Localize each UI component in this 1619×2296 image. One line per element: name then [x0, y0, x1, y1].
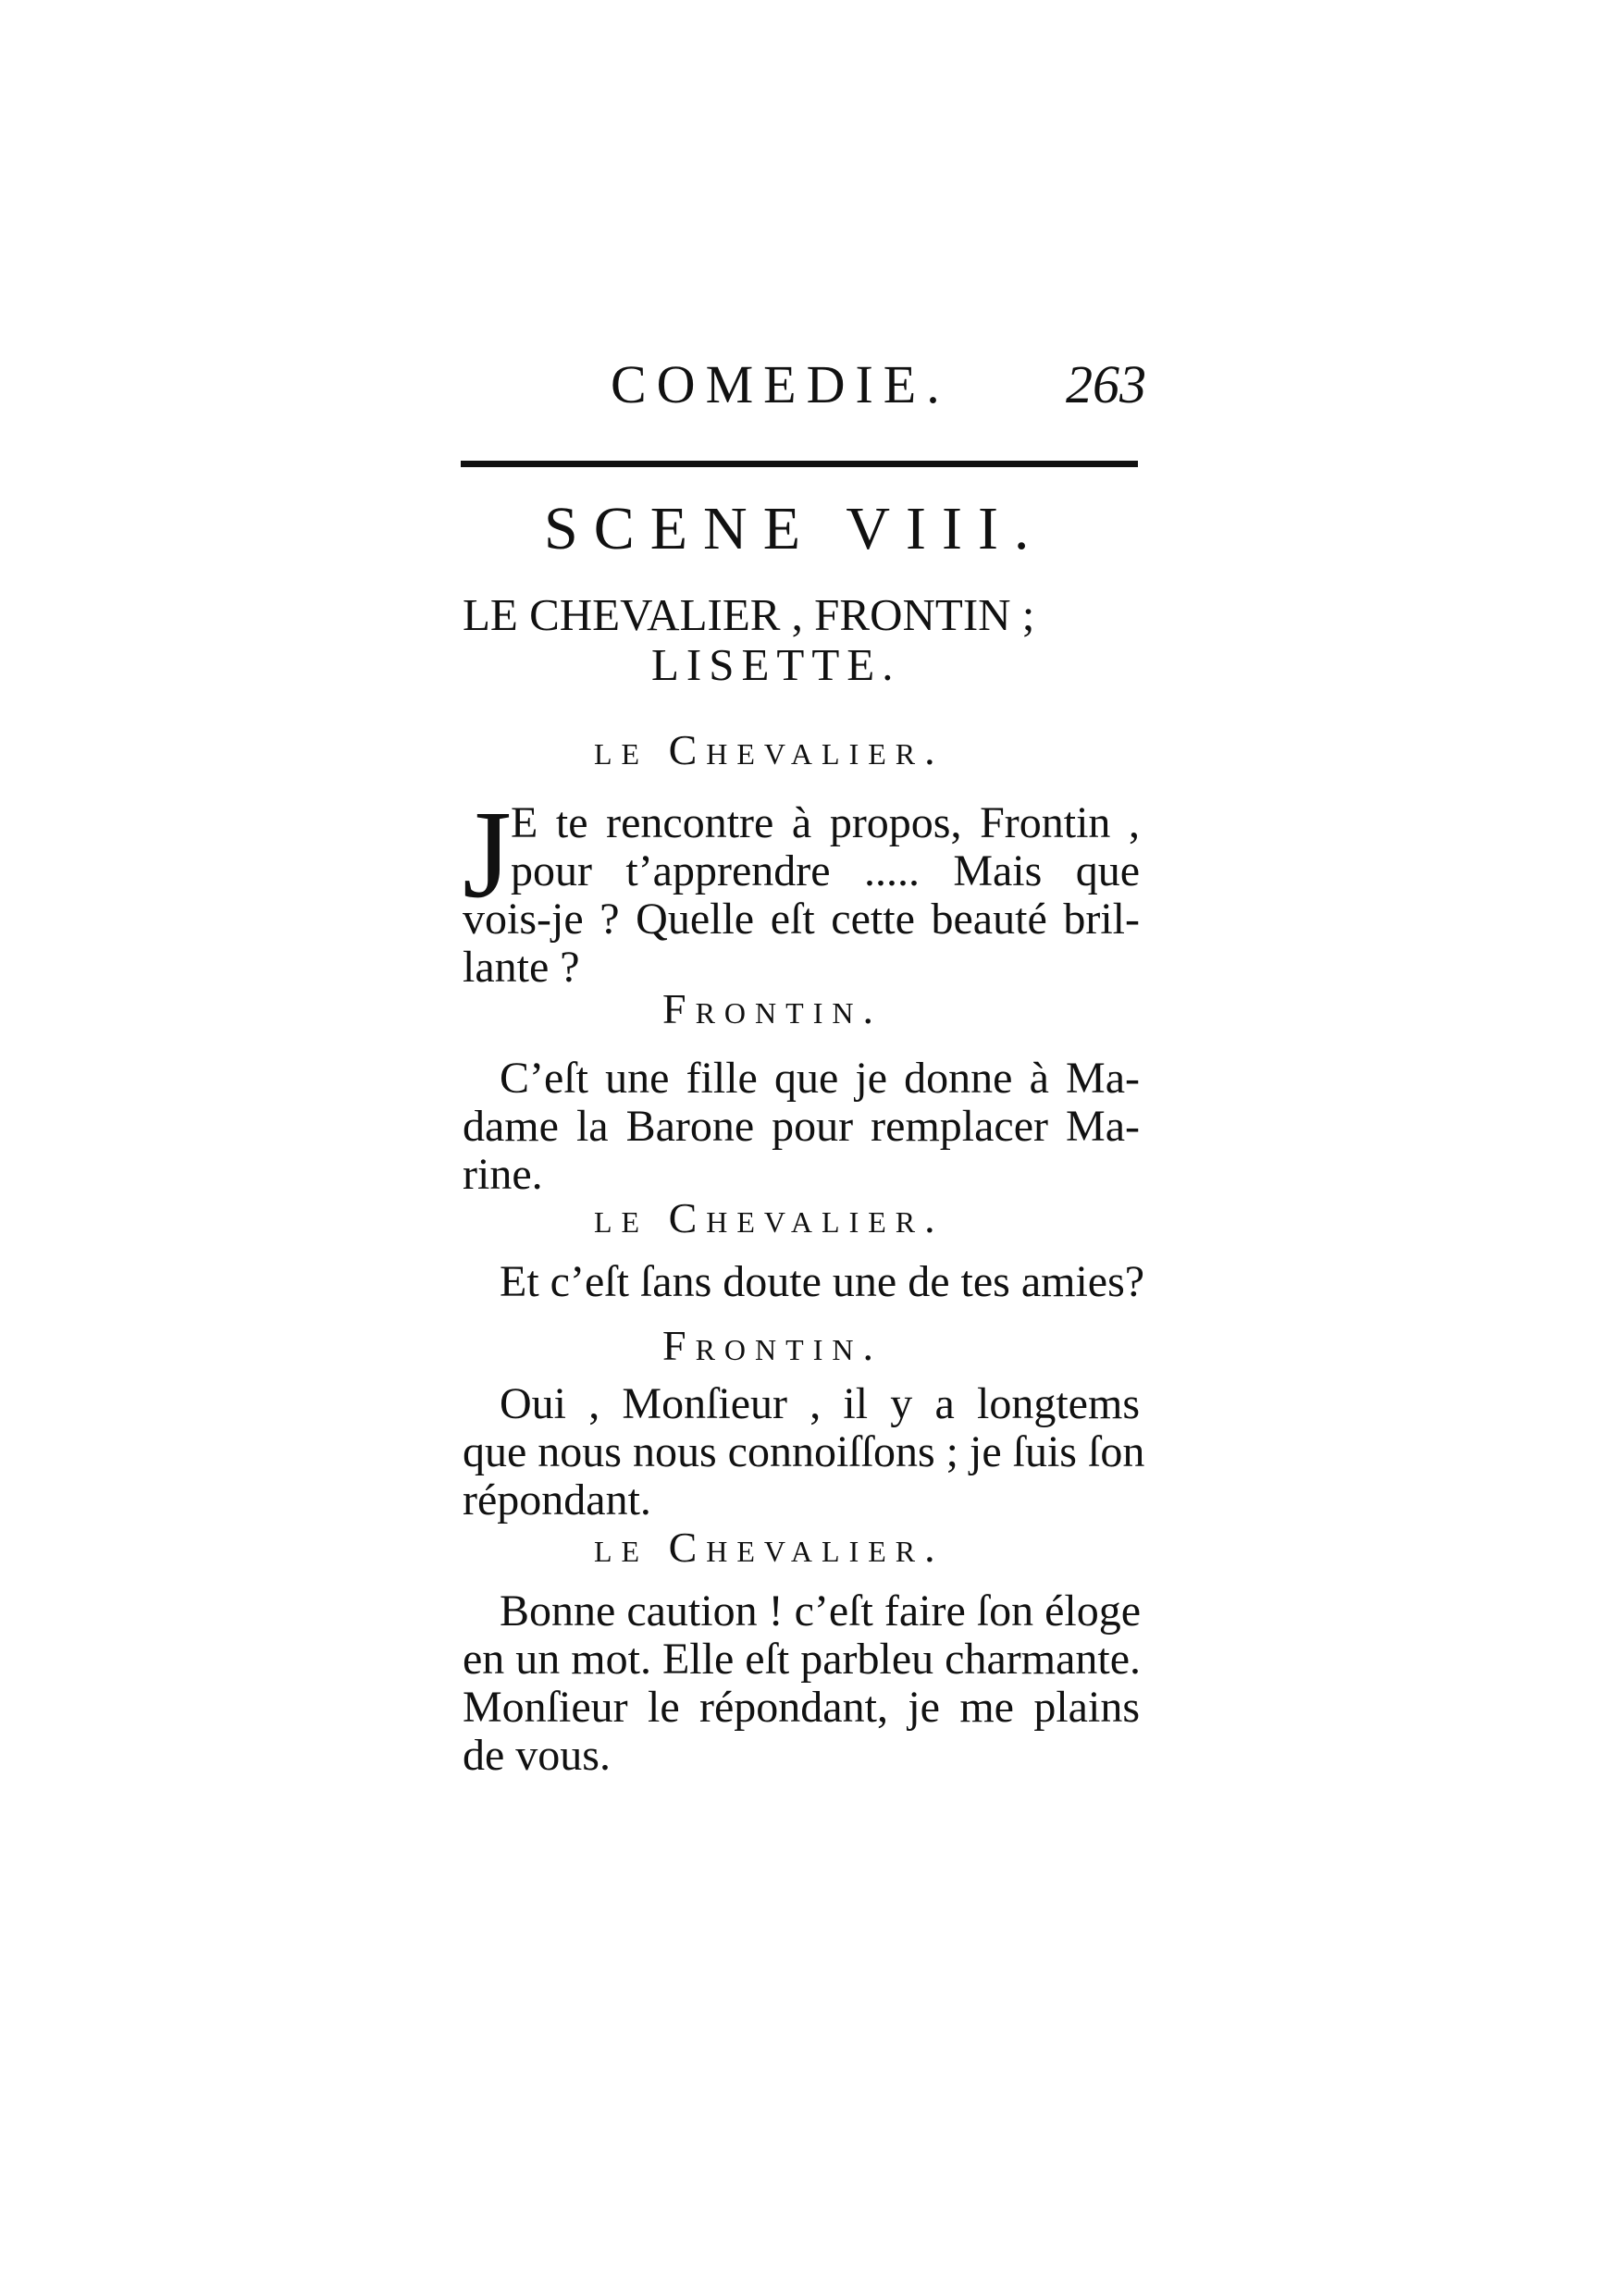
speech-line: que nous nous connoiſſons ; je ſuis ſon — [463, 1427, 1145, 1476]
speaker-label: Frontin. — [662, 1322, 883, 1369]
scene-title: SCENE VIII. — [544, 495, 1045, 562]
cast-list-line-1: LE CHEVALIER , FRONTIN ; — [463, 589, 1035, 640]
speaker-label: le Chevalier. — [594, 726, 945, 773]
speech-line: Bonne caution ! c’eſt faire ſon éloge — [500, 1586, 1142, 1636]
cast-list-line-2: LISETTE. — [651, 639, 901, 690]
drop-cap: J — [463, 785, 512, 924]
page-number: 263 — [1066, 354, 1146, 414]
speech-line: Oui , Monſieur , il y a longtems — [500, 1379, 1140, 1428]
speech-line: vois-je ? Quelle eſt cette beauté bril- — [463, 895, 1140, 944]
speech-line: en un mot. Elle eſt parbleu charmante. — [463, 1635, 1142, 1684]
speech-line: de vous. — [463, 1731, 611, 1780]
speech-line: rine. — [463, 1150, 543, 1199]
header-rule — [461, 461, 1138, 467]
speech-line: C’eſt une fille que je donne à Ma- — [500, 1054, 1140, 1103]
speaker-label: le Chevalier. — [594, 1524, 945, 1571]
speech-line: Monſieur le répondant, je me plains — [463, 1683, 1140, 1732]
speech-line: lante ? — [463, 943, 580, 992]
speech-line: répondant. — [463, 1475, 651, 1524]
speech-line: dame la Barone pour remplacer Ma- — [463, 1102, 1140, 1151]
speaker-label: Frontin. — [662, 985, 883, 1032]
speech-line: Et c’eſt ſans doute une de tes amies? — [500, 1257, 1145, 1306]
speech-line: pour t’apprendre ..... Mais que — [511, 846, 1140, 895]
running-head: COMEDIE. — [611, 354, 950, 414]
speaker-label: le Chevalier. — [594, 1194, 945, 1241]
speech-line: E te rencontre à propos, Frontin , — [511, 798, 1140, 847]
